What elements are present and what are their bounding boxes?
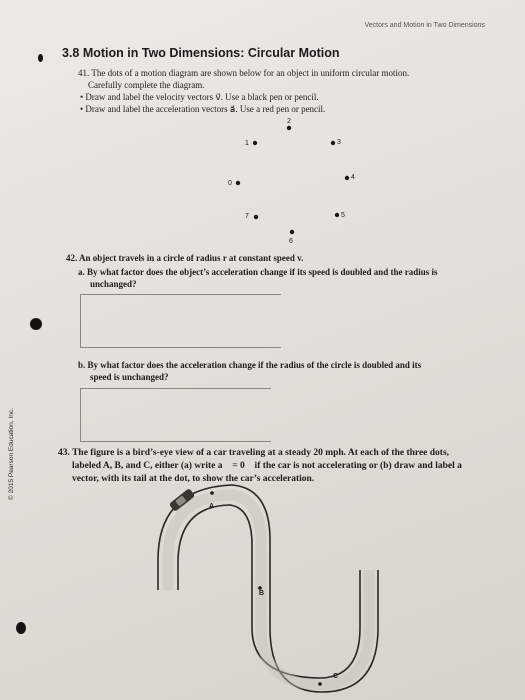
dot-label-7: 7: [245, 213, 249, 220]
q43-line3: vector, with its tail at the dot, to show the car’s acceleration.: [72, 474, 315, 484]
dot-label-2: 2: [287, 118, 291, 125]
q42a-line2: unchanged?: [90, 279, 137, 289]
punch-hole: [38, 54, 43, 62]
q42-stem: 42. An object travels in a circle of radius r at constant speed v.: [66, 253, 304, 263]
punch-hole: [30, 318, 42, 330]
q41-line2: Carefully complete the diagram.: [88, 80, 205, 90]
q41-bullet2: • Draw and label the acceleration vectors a⃗. Use a red pen or pencil.: [80, 104, 326, 114]
q42b-line1: b. By what factor does the acceleration change if the radius of the circle is doubled and its: [78, 360, 422, 370]
label-C: C: [333, 673, 339, 680]
label-B: B: [259, 590, 265, 597]
dot-C: [318, 682, 322, 686]
dot-label-1: 1: [245, 140, 249, 147]
dot-label-4: 4: [351, 174, 355, 181]
punch-hole: [16, 622, 26, 634]
dot-label-5: 5: [341, 212, 345, 219]
dot-label-3: 3: [337, 139, 341, 146]
dot-A: [210, 491, 214, 495]
q43-line1: 43. The figure is a bird’s-eye view of a car traveling at a steady 20 mph. At each of the three dots,: [58, 448, 450, 458]
q43-line2: labeled A, B, and C, either (a) write a⃗ = 0⃗ if the car is not accelerating or (b) draw and label a: [72, 461, 462, 471]
q41-bullet1: • Draw and label the velocity vectors v⃗. Use a black pen or pencil.: [80, 92, 319, 102]
label-A: A: [209, 503, 215, 510]
dot-label-6: 6: [289, 238, 293, 245]
q41-line1: 41. The dots of a motion diagram are shown below for an object in uniform circular motion.: [78, 68, 410, 78]
running-head: Vectors and Motion in Two Dimensions: [364, 22, 485, 29]
dot-label-0: 0: [228, 180, 232, 187]
q42a-line1: a. By what factor does the object’s acceleration change if its speed is doubled and the radius is: [78, 267, 438, 277]
section-title: 3.8 Motion in Two Dimensions: Circular Motion: [62, 46, 340, 60]
q42b-line2: speed is unchanged?: [90, 372, 169, 382]
copyright-notice: © 2015 Pearson Education, Inc.: [8, 408, 15, 500]
